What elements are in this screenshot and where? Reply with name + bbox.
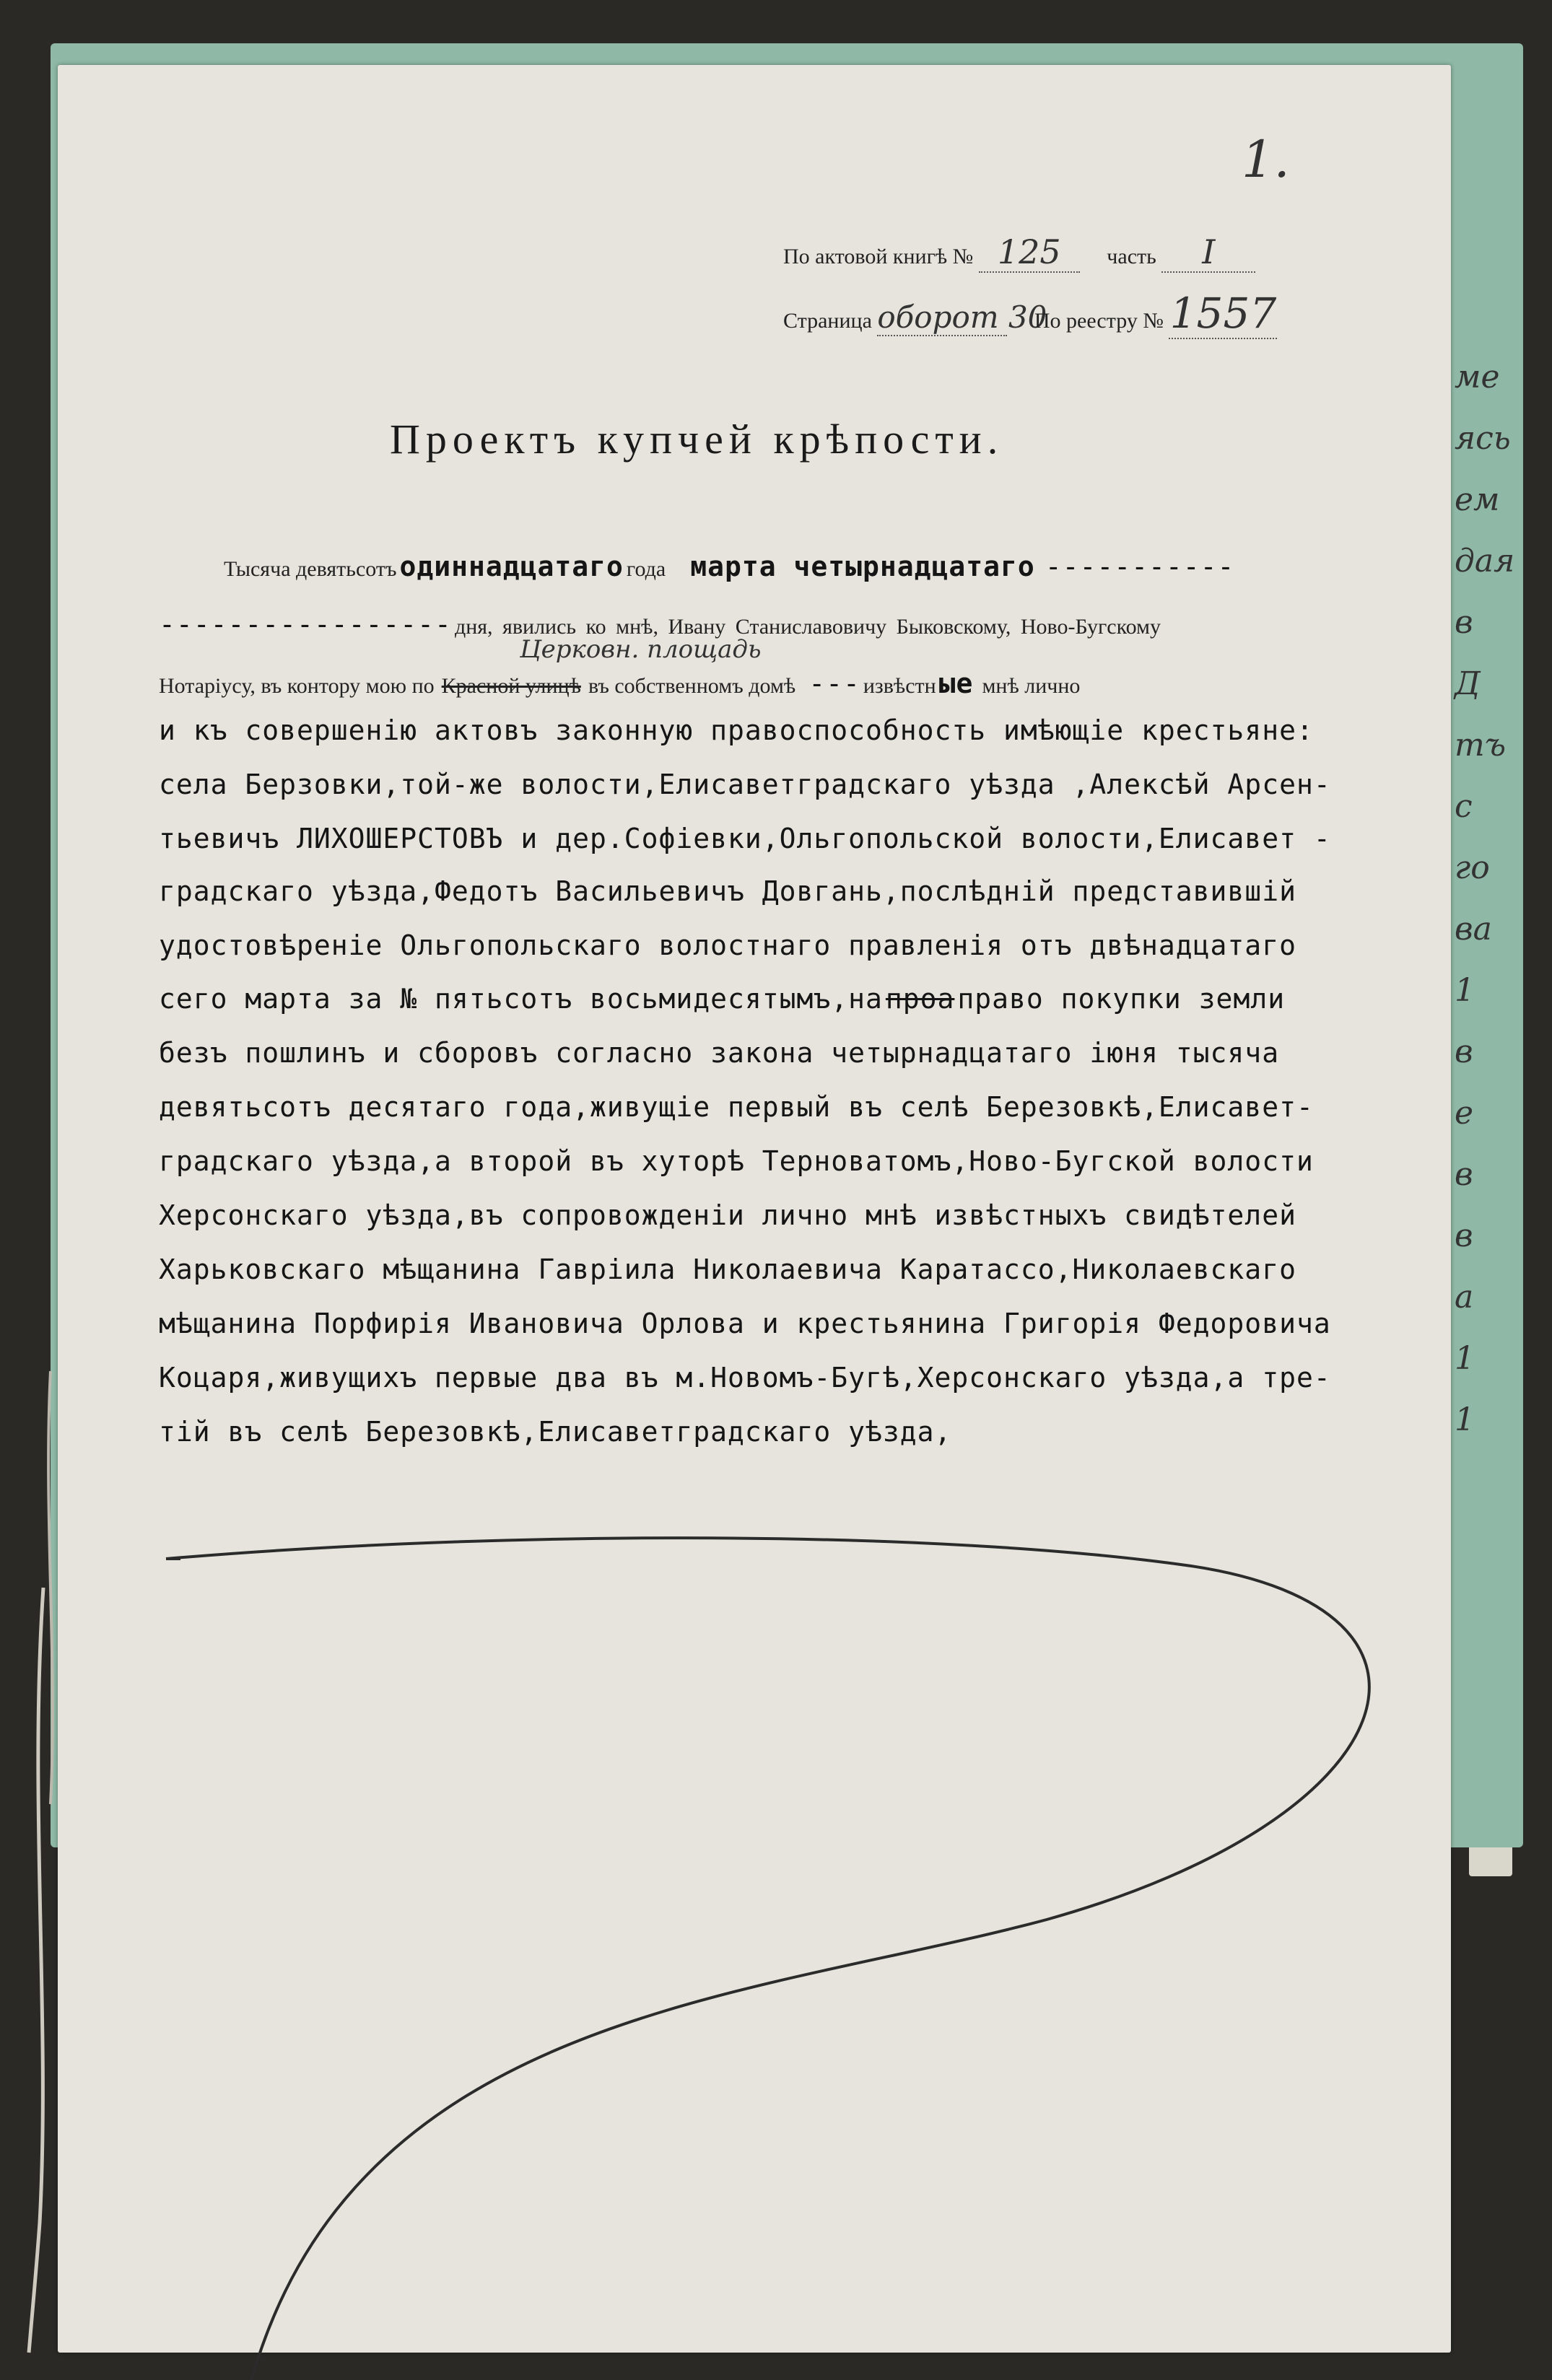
part-value: I <box>1161 232 1255 273</box>
struck-street: Красной улицѣ <box>441 674 581 698</box>
year-typed: одиннадцатаго <box>399 551 624 582</box>
sheet-number: 1. <box>1242 130 1290 189</box>
body-line: тьевичъ ЛИХОШЕРСТОВЪ и дер.Софіевки,Ольгопольской волости,Елисавет - <box>159 823 1331 854</box>
body-line: и къ совершенію актовъ законную правоспособность имѣющіе крестьяне: <box>159 714 1314 746</box>
handwritten-insertion: Церковн. площадь <box>520 635 762 664</box>
date-typed: марта четырнадцатаго <box>690 551 1035 582</box>
line3-prefix: Нотаріусу, въ контору мою по <box>159 674 435 698</box>
line3-typed: ые <box>938 668 974 699</box>
body-line-tail: право покупки земли <box>957 983 1286 1015</box>
body-line: сего марта за № пятьсотъ восьмидесятымъ,на <box>159 983 883 1015</box>
body-line: безъ пошлинъ и сборовъ согласно закона четырнадцатаго іюня тысяча <box>159 1037 1280 1069</box>
date-dashes: ----------- <box>1045 551 1235 582</box>
year-prefix: Тысяча девятьсотъ <box>224 557 397 581</box>
struck-word: проа <box>885 983 955 1015</box>
body-line: мѣщанина Порфирія Ивановича Орлова и крестьянина Григорія Федоровича <box>159 1308 1331 1339</box>
page-value: оборот 30 <box>877 299 1047 335</box>
page-label: Страница <box>783 309 872 333</box>
body-line: удостовѣреніе Ольгопольскаго волостнаго правленія отъ двѣнадцатаго <box>159 929 1296 961</box>
body-line: градскаго уѣзда,Федотъ Васильевичъ Довгань,послѣдній представившій <box>159 875 1296 907</box>
book-label: По актовой книгѣ № <box>783 245 974 268</box>
body-line: градскаго уѣзда,а второй въ хуторѣ Терноватомъ,Ново-Бугской волости <box>159 1145 1314 1177</box>
body-line: села Берзовки,той-же волости,Елисаветградскаго уѣзда ,Алексѣй Арсен- <box>159 769 1331 800</box>
line3-mid: въ собственномъ домѣ <box>588 674 796 698</box>
year-suffix: года <box>626 557 666 581</box>
line3-known: извѣстн <box>863 674 936 698</box>
z-stroke <box>166 1538 1369 2380</box>
body-line: тій въ селѣ Березовкѣ,Елисаветградскаго уѣзда, <box>159 1416 952 1448</box>
margin-handwriting: ме ясь ем дая в Д тъ с го ва 1 в е в в а 1 1 <box>1455 359 1515 1438</box>
line3-end: мнѣ лично <box>982 674 1081 698</box>
line3-dashes: --- <box>808 668 860 699</box>
book-number: 125 <box>979 232 1080 273</box>
body-line: Херсонскаго уѣзда,въ сопровожденіи лично мнѣ извѣстныхъ свидѣтелей <box>159 1199 1296 1231</box>
body-line: Харьковскаго мѣщанина Гавріила Николаевича Каратассо,Николаевскаго <box>159 1254 1296 1285</box>
part-label: часть <box>1107 245 1156 268</box>
line2-text: дня, явились ко мнѣ, Ивану Станиславовичу Быковскому, Ново-Бугскому <box>454 615 1161 639</box>
body-line: Коцаря,живущихъ первые два въ м.Новомъ-Бугѣ,Херсонскаго уѣзда,а тре- <box>159 1362 1331 1394</box>
register-label: По реестру № <box>1034 309 1164 333</box>
body-line: девятьсотъ десятаго года,живущіе первый въ селѣ Березовкѣ,Елисавет- <box>159 1091 1314 1123</box>
line2-dashes: ----------------- <box>159 608 452 640</box>
register-value: 1557 <box>1169 289 1277 338</box>
document-title: Проектъ купчей крѣпости. <box>390 416 1004 463</box>
binding-thread <box>29 1588 43 2353</box>
